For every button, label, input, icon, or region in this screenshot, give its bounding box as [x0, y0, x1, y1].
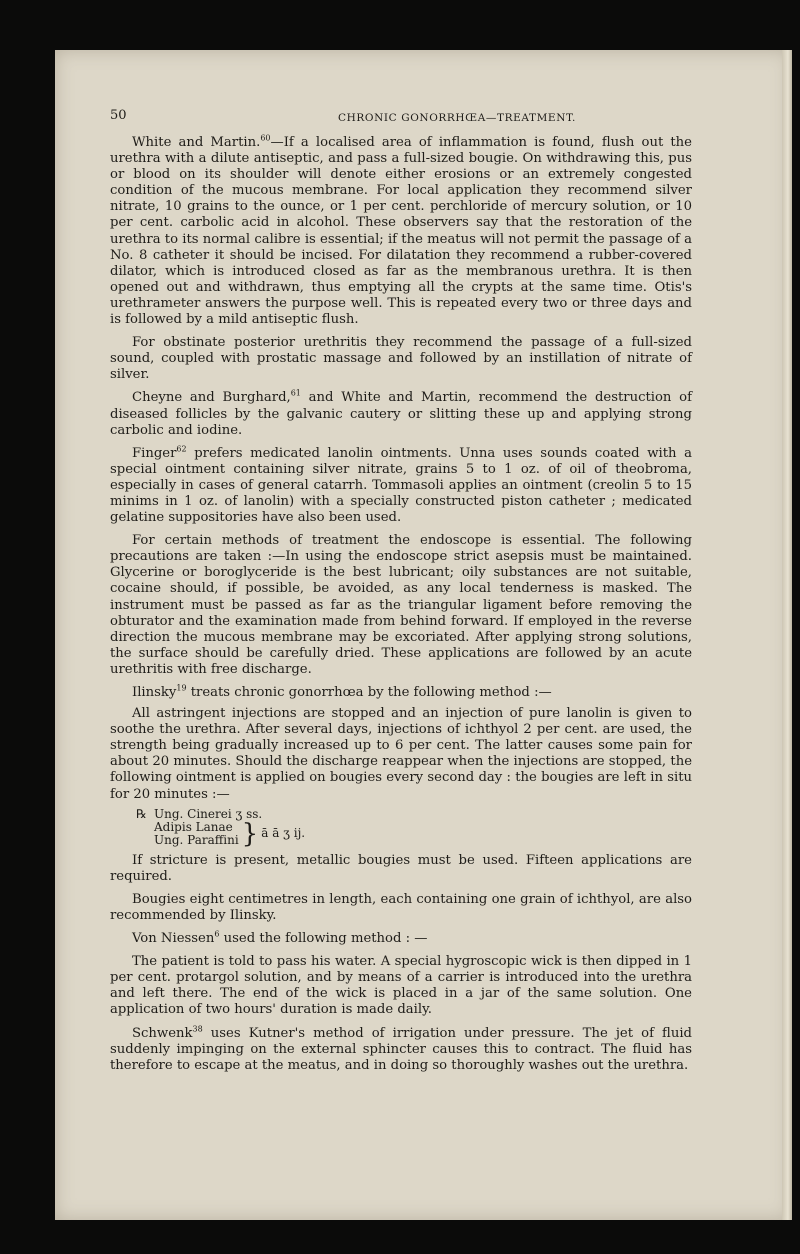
rx-item: Ung. Paraffini	[154, 832, 239, 847]
paragraph: Schwenk$^{38}$ uses Kutner's method of irrigation under pressure. The jet of fluid suddenly impinging on the external sphincter causes this to contract. The fluid has therefore to escape at the meatus, and in doing so thoroughly washes out the urethra.	[110, 1024, 692, 1073]
page-number: 50	[110, 108, 127, 123]
rx-dose: ā ā ʒ ij.	[261, 826, 306, 841]
page-header	[110, 108, 692, 130]
paragraph: The patient is told to pass his water. A special hygroscopic wick is then dipped in 1 per cent. protargol solution, and by means of a carrier is introduced into the urethra and left there. The end of the wick is placed in a jar of the same solution. One application of two hours' duration is made daily.	[110, 954, 692, 1018]
rx-symbol: ℞	[136, 806, 147, 821]
paragraph: Finger$^{62}$ prefers medicated lanolin ointments. Unna uses sounds coated with a special ointment containing silver nitrate, grains 5 to 1 oz. of oil of theobroma, especially in cases of general catarrh. Tommasoli applies an ointment (creolin 5 to 15 minims in 1 oz. of lanolin) with a specially constructed piston catheter ; medicated gelatine suppositories have also been used.	[110, 444, 692, 526]
rx-line: Ung. Cinerei ʒ ss.	[154, 806, 263, 821]
rx-item: Adipis Lanae	[154, 819, 233, 834]
paragraph: Bougies eight centimetres in length, each containing one grain of ichthyol, are also recommended by Ilinsky.	[110, 891, 692, 923]
paragraph: For obstinate posterior urethritis they recommend the passage of a full-sized sound, coupled with prostatic massage and followed by an instillation of nitrate of silver.	[110, 335, 692, 383]
body-text	[110, 135, 692, 1081]
prescription	[136, 808, 692, 847]
paragraph: Cheyne and Burghard,$^{61}$ and White and Martin, recommend the destruction of diseased follicles by the galvanic cautery or slitting these up and applying strong carbolic and iodine.	[110, 389, 692, 438]
paragraph: For certain methods of treatment the endoscope is essential. The following precautions are taken :—In using the endoscope strict asepsis must be maintained. Glycerine or boroglyceride is the best lubricant; oily substances are not suitable, cocaine should, if possible, be avoided, as any local tenderness is masked. The instrument must be passed as far as the triangular ligament before removing the obturator and the examination made from behind forward. If employed in the reverse direction the mucous membrane may be excoriated. After applying strong solutions, the surface should be carefully dried. These applications are followed by an acute urethritis with free discharge.	[110, 533, 692, 677]
paragraph: Von Niessen$^6$ used the following method : —	[132, 929, 428, 947]
rx-brace-group	[154, 818, 692, 849]
paragraph: Ilinsky$^{19}$ treats chronic gonorrhœa by the following method :—	[132, 683, 552, 700]
page-edge	[782, 50, 792, 1220]
running-head: CHRONIC GONORRHŒA—TREATMENT.	[338, 112, 576, 124]
brace-glyph: }	[241, 818, 259, 849]
paragraph: If stricture is present, metallic bougies must be used. Fifteen applications are required.	[110, 852, 692, 884]
paragraph: White and Martin.$^{60}$—If a localised area of inflammation is found, flush out the urethra with a dilute antiseptic, and pass a full-sized bougie. On withdrawing this, pus or blood on its shoulder will denote either erosions or an extremely congested condition of the mucous membrane. For local application they recommend silver nitrate, 10 grains to the ounce, or 1 per cent. perchloride of mercury solution, or 10 per cent. carbolic acid in alcohol. These observers say that the restoration of the urethra to its normal calibre is essential; if the meatus will not permit the passage of a No. 8 catheter it should be incised. For dilatation they recommend a rubber-covered dilator, which is introduced closed as far as the membranous urethra. It is then opened out and withdrawn, thus emptying all the crypts at the same time. Otis's urethrameter answers the purpose well. This is repeated every two or three days and is followed by a mild antiseptic flush.	[110, 133, 692, 328]
paragraph: All astringent injections are stopped and an injection of pure lanolin is given to soothe the urethra. After several days, injections of ichthyol 2 per cent. are used, the strength being gradually increased up to 6 per cent. The latter causes some pain for about 20 minutes. Should the discharge reappear when the injections are stopped, the following ointment is applied on bougies every second day : the bougies are left in situ for 20 minutes :—	[110, 706, 692, 802]
